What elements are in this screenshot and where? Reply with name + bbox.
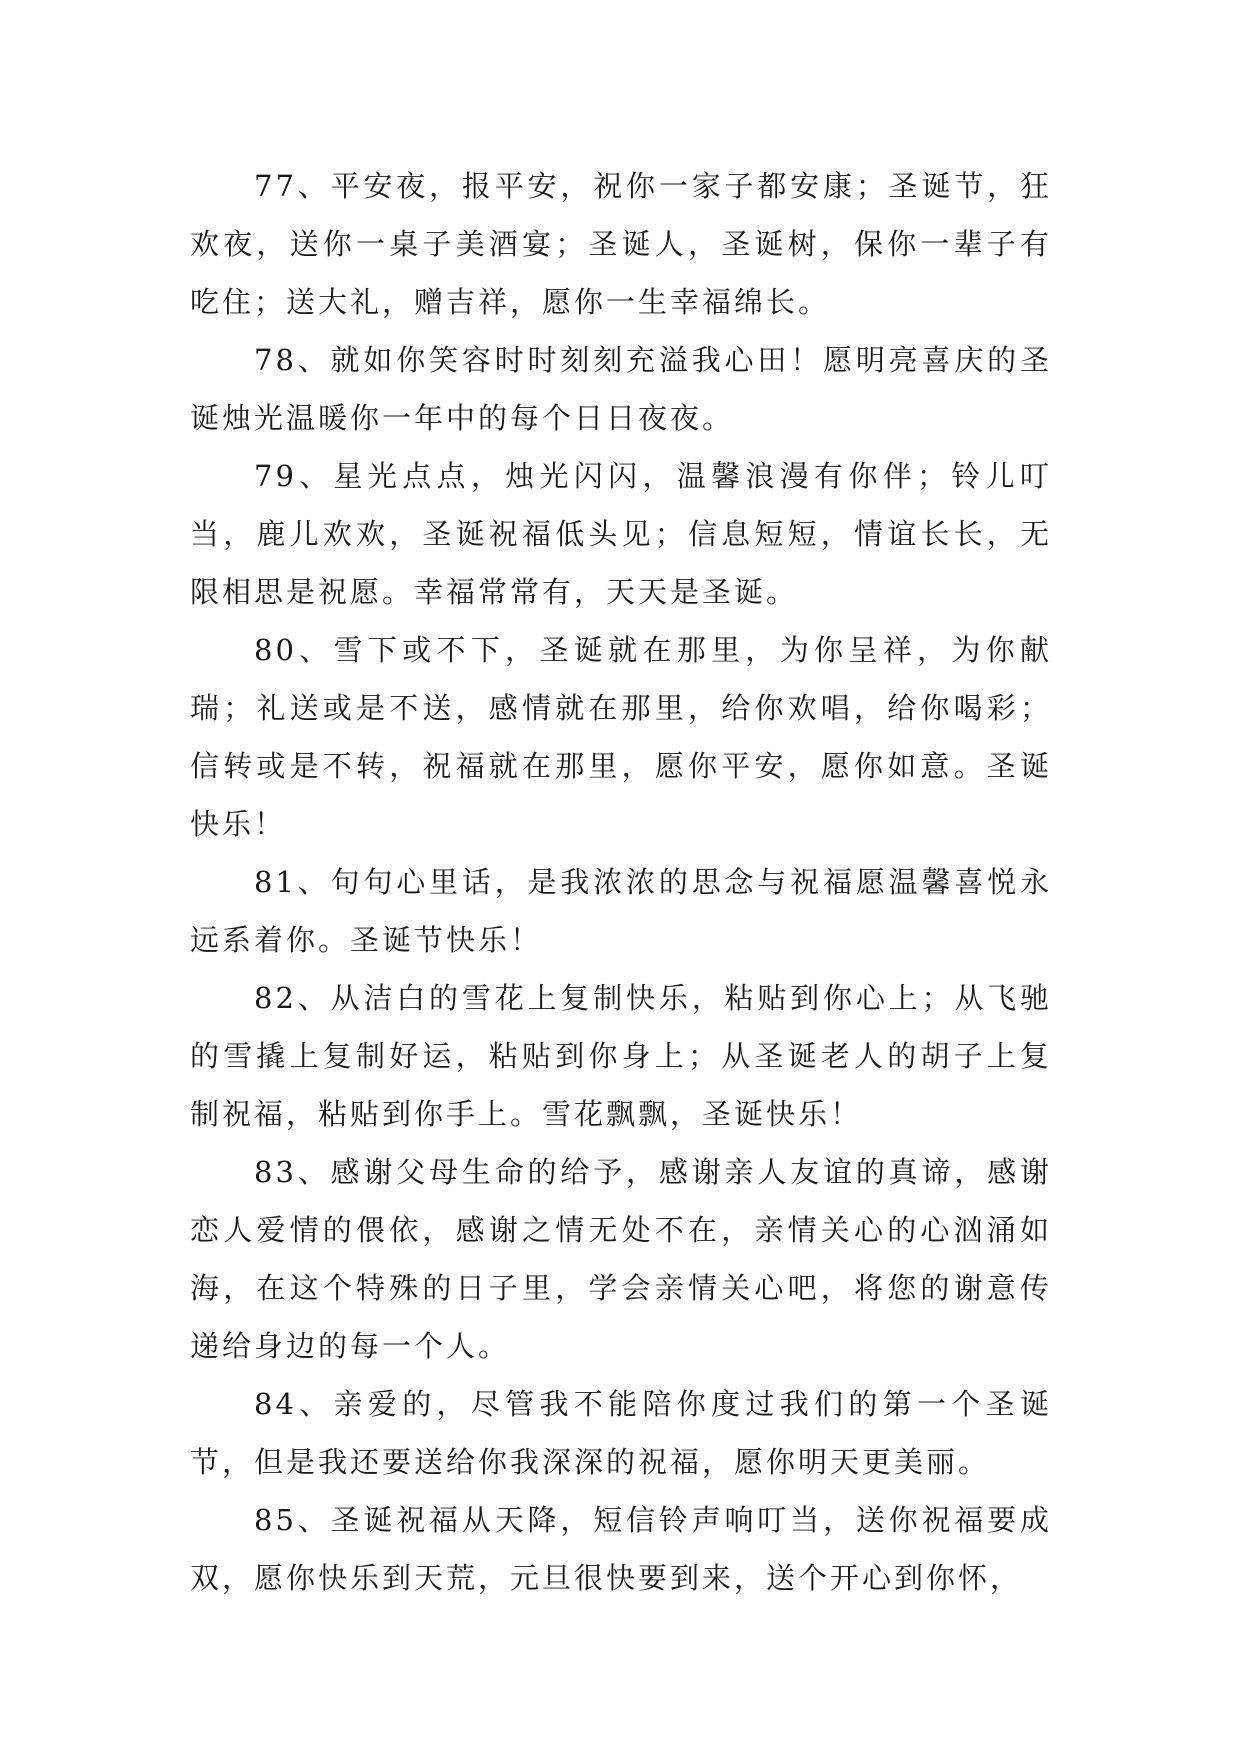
paragraph-79: 79、星光点点，烛光闪闪，温馨浪漫有你伴；铃儿叮当，鹿儿欢欢，圣诞祝福低头见；信息短短，情谊长长，无限相思是祝愿。幸福常常有，天天是圣诞。 [190,459,1052,609]
paragraph-85: 85、圣诞祝福从天降，短信铃声响叮当，送你祝福要成双，愿你快乐到天荒，元旦很快要到来，送个开心到你怀， [190,1503,1052,1595]
paragraph-80: 80、雪下或不下，圣诞就在那里，为你呈祥，为你献瑞；礼送或是不送，感情就在那里，给你欢唱，给你喝彩；信转或是不转，祝福就在那里，愿你平安，愿你如意。圣诞快乐！ [190,633,1052,841]
paragraph-77: 77、平安夜，报平安，祝你一家子都安康；圣诞节，狂欢夜，送你一桌子美酒宴；圣诞人，圣诞树，保你一辈子有吃住；送大礼，赠吉祥，愿你一生幸福绵长。 [190,169,1052,319]
paragraph-83: 83、感谢父母生命的给予，感谢亲人友谊的真谛，感谢恋人爱情的偎依，感谢之情无处不在，亲情关心的心汹涌如海，在这个特殊的日子里，学会亲情关心吧，将您的谢意传递给身边的每一个人。 [190,1155,1052,1363]
paragraph-84: 84、亲爱的，尽管我不能陪你度过我们的第一个圣诞节，但是我还要送给你我深深的祝福，愿你明天更美丽。 [190,1387,1052,1479]
document-body [190,157,1052,1607]
paragraph-81: 81、句句心里话，是我浓浓的思念与祝福愿温馨喜悦永远系着你。圣诞节快乐！ [190,865,1052,957]
paragraph-78: 78、就如你笑容时时刻刻充溢我心田！愿明亮喜庆的圣诞烛光温暖你一年中的每个日日夜夜。 [190,343,1052,435]
paragraph-82: 82、从洁白的雪花上复制快乐，粘贴到你心上；从飞驰的雪撬上复制好运，粘贴到你身上；从圣诞老人的胡子上复制祝福，粘贴到你手上。雪花飘飘，圣诞快乐！ [190,981,1052,1131]
